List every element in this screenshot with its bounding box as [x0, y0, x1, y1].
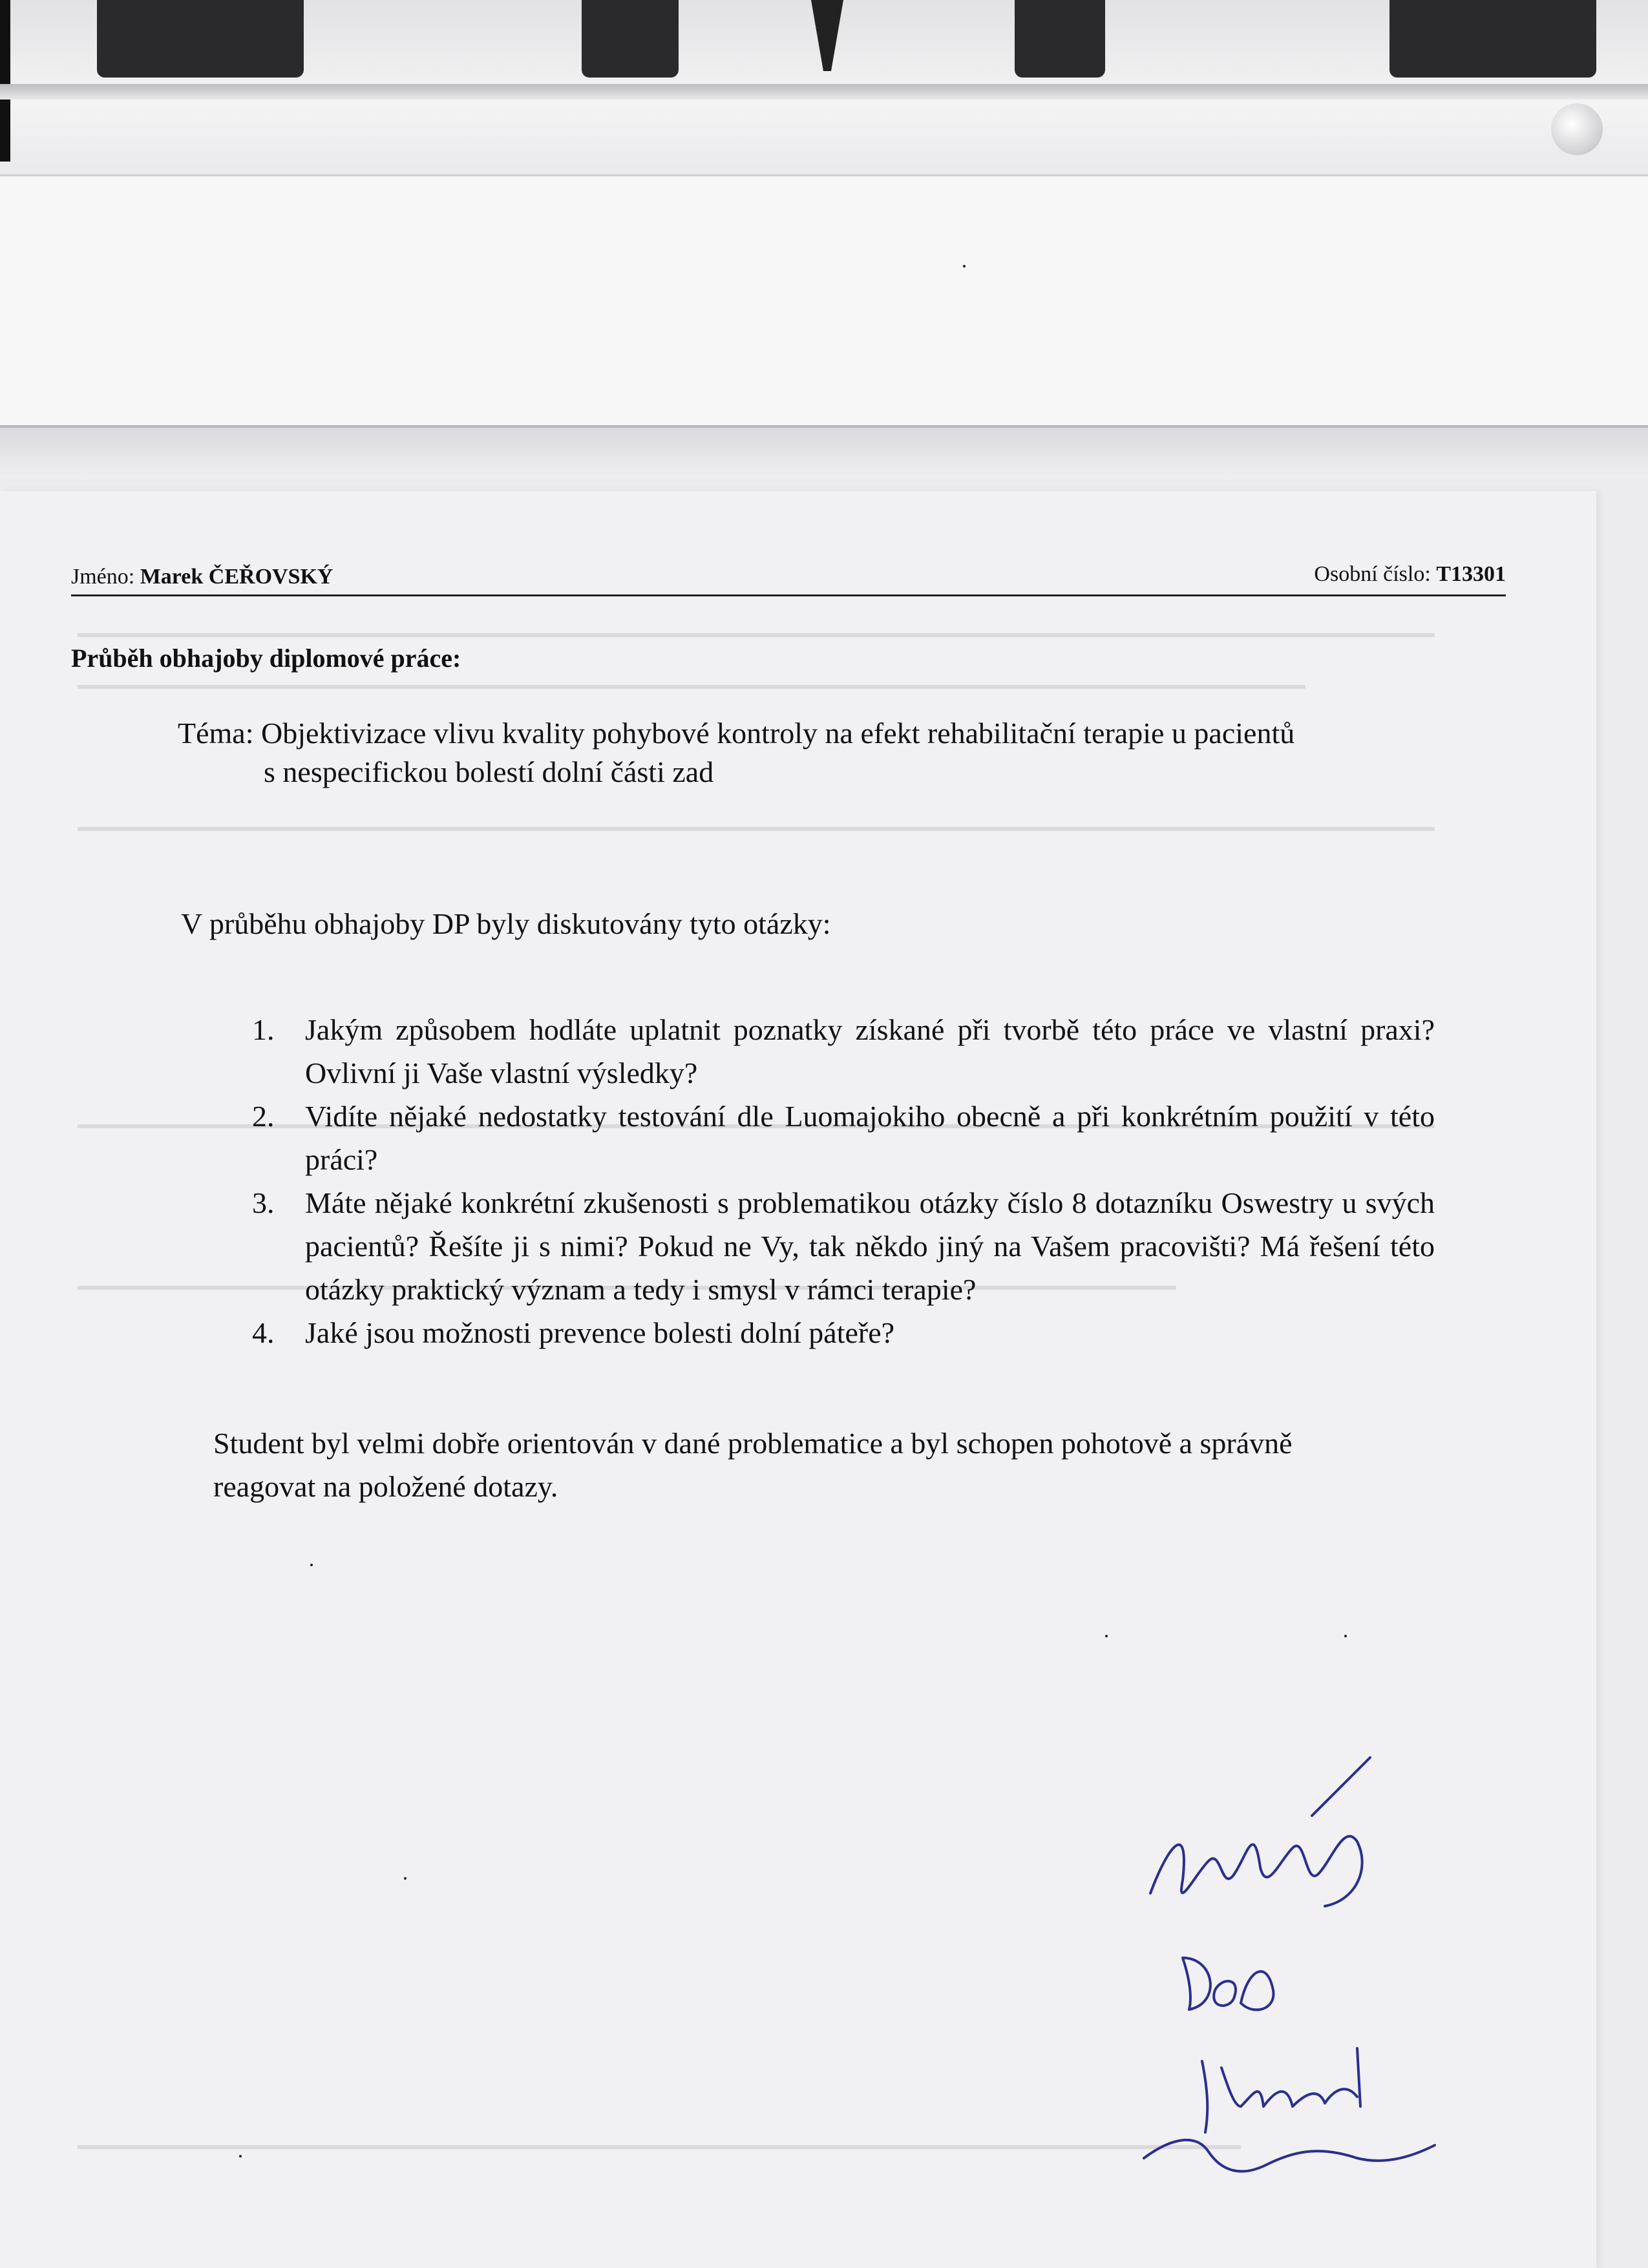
- question-text: Vidíte nějaké nedostatky testování dle Luomajokiho obecně a při konkrétním použití v této práci?: [305, 1100, 1435, 1176]
- list-item: [252, 1181, 1435, 1311]
- thesis-topic: [178, 714, 1294, 792]
- conclusion-paragraph: Student byl velmi dobře orientován v dané problematice a byl schopen pohotově a správně reagovat na položené dotazy.: [213, 1427, 1293, 1503]
- question-text: Máte nějaké konkrétní zkušenosti s problematikou otázky číslo 8 dotazníku Oswestry u svých pacientů? Řešíte ji s nimi? Pokud ne Vy, tak někdo jiný na Vašem pracovišti? Má řešení této otázky praktický význam a tedy i smysl v rámci terapie?: [305, 1186, 1435, 1306]
- student-id: [1314, 562, 1506, 587]
- topic-label: Téma:: [178, 717, 254, 750]
- questions-list: [252, 1008, 1435, 1354]
- topic-line-1: Objektivizace vlivu kvality pohybové kontroly na efekt rehabilitační terapie u pacientů: [261, 717, 1295, 750]
- student-name: [71, 565, 333, 589]
- signatures: [1112, 1745, 1448, 2197]
- question-number: 2.: [252, 1100, 275, 1133]
- signature-4: [1144, 2140, 1435, 2172]
- list-item: [252, 1008, 1435, 1095]
- question-number: 4.: [252, 1316, 275, 1349]
- list-item: [252, 1095, 1435, 1181]
- name-label: Jméno:: [71, 565, 135, 589]
- topic-line-2: s nespecifickou bolestí dolní části zad: [264, 755, 714, 788]
- list-item: [252, 1311, 1435, 1354]
- question-text: Jakým způsobem hodláte uplatnit poznatky získané při tvorbě této práce ve vlastní praxi? Ovlivní ji Vaše vlastní výsledky?: [305, 1013, 1435, 1089]
- id-value: T13301: [1436, 562, 1506, 586]
- question-number: 3.: [252, 1186, 275, 1219]
- questions-intro: V průběhu obhajoby DP byly diskutovány tyto otázky:: [181, 907, 831, 940]
- name-value: Marek ČEŘOVSKÝ: [140, 565, 333, 589]
- signature-2: [1183, 1958, 1273, 2010]
- signature-3: [1202, 2048, 1360, 2132]
- signature-1: [1150, 1758, 1370, 1906]
- student-header: [71, 562, 1506, 596]
- question-number: 1.: [252, 1013, 275, 1046]
- id-label: Osobní číslo:: [1314, 562, 1431, 586]
- section-title: Průběh obhajoby diplomové práce:: [71, 644, 461, 673]
- question-text: Jaké jsou možnosti prevence bolesti dolní páteře?: [305, 1316, 895, 1349]
